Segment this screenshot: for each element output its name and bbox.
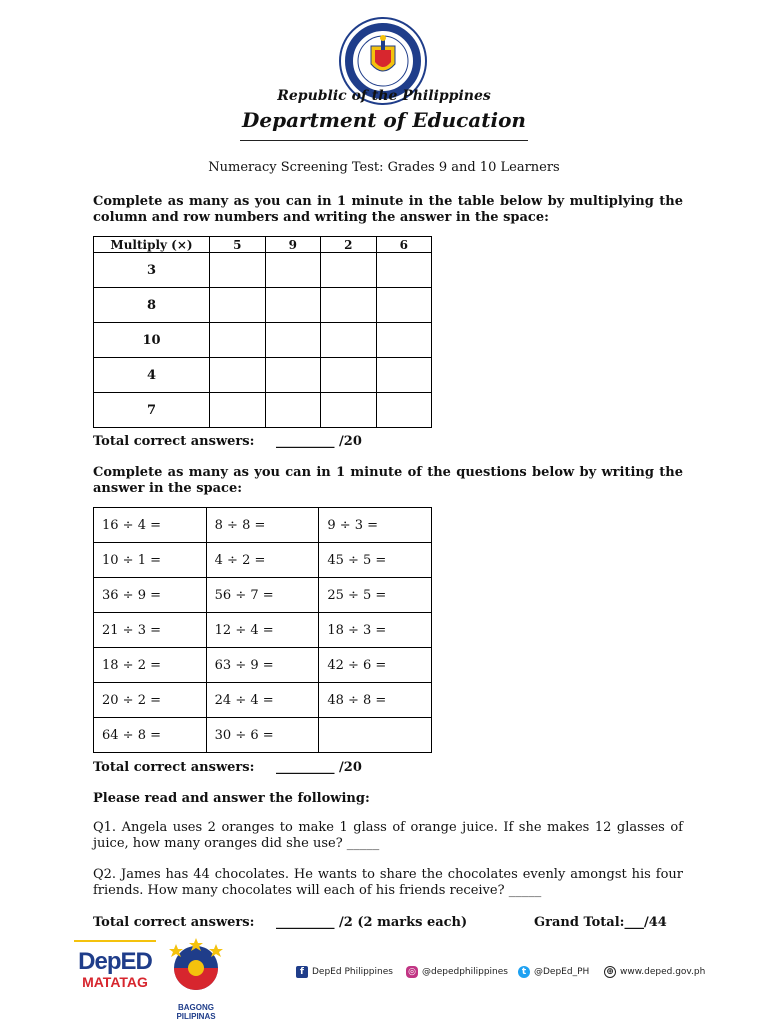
division-cell[interactable]: 45 ÷ 5 = [319,543,432,578]
facebook-label: DepEd Philippines [312,967,393,977]
header-divider [240,140,528,141]
facebook-icon: f [296,966,308,978]
answer-cell[interactable] [376,358,432,393]
row-header: 7 [94,393,210,428]
deped-matatag-logo [74,940,156,1010]
division-cell[interactable]: 36 ÷ 9 = [94,578,207,613]
section3-heading: Please read and answer the following: [93,791,370,806]
answer-cell[interactable] [321,288,377,323]
twitter-label: @DepEd_PH [534,967,590,977]
section1-instruction: Complete as many as you can in 1 minute in the table below by multiplying the column and row numbers and writing the answer in the space: [93,194,683,225]
instagram-link[interactable] [406,966,508,978]
answer-cell[interactable] [265,253,321,288]
answer-cell[interactable] [265,288,321,323]
answer-cell[interactable] [376,253,432,288]
row-header: 10 [94,323,210,358]
section3-total-label: Total correct answers: [93,915,255,930]
answer-cell[interactable] [265,358,321,393]
answer-cell[interactable] [321,393,377,428]
column-header: 5 [210,237,266,253]
department-title: Department of Education [242,108,526,132]
division-cell[interactable]: 56 ÷ 7 = [206,578,319,613]
question-2: Q2. James has 44 chocolates. He wants to share the chocolates evenly amongst his four friends. How many chocolates will each of his friends receive? _____ [93,867,683,898]
division-cell[interactable]: 48 ÷ 8 = [319,683,432,718]
table-row [94,358,432,393]
section2-total-label: Total correct answers: [93,760,255,775]
answer-cell[interactable] [265,393,321,428]
division-cell[interactable] [319,718,432,753]
division-cell[interactable]: 63 ÷ 9 = [206,648,319,683]
table-row [94,288,432,323]
division-cell[interactable]: 9 ÷ 3 = [319,508,432,543]
column-header: 6 [376,237,432,253]
question-1: Q1. Angela uses 2 oranges to make 1 glass of orange juice. If she makes 12 glasses of juice, how many oranges did she use? _____ [93,820,683,851]
division-cell[interactable]: 16 ÷ 4 = [94,508,207,543]
division-cell[interactable]: 64 ÷ 8 = [94,718,207,753]
facebook-link[interactable] [296,966,393,978]
division-cell[interactable]: 10 ÷ 1 = [94,543,207,578]
table-row [94,683,432,718]
answer-cell[interactable] [210,393,266,428]
section1-total-label: Total correct answers: [93,434,255,449]
website-link[interactable] [604,966,705,978]
division-cell[interactable]: 18 ÷ 2 = [94,648,207,683]
division-cell[interactable]: 25 ÷ 5 = [319,578,432,613]
section2-total-blank[interactable]: _________ /20 [276,760,362,775]
division-table [93,507,432,753]
answer-cell[interactable] [376,393,432,428]
table-row [94,323,432,358]
answer-cell[interactable] [210,358,266,393]
division-cell[interactable]: 12 ÷ 4 = [206,613,319,648]
table-row [94,718,432,753]
answer-cell[interactable] [376,323,432,358]
table-row [94,253,432,288]
division-cell[interactable]: 30 ÷ 6 = [206,718,319,753]
table-row [94,393,432,428]
bagong-pilipinas-label: BAGONG PILIPINAS [176,1003,216,1021]
section1-total-blank[interactable]: _________ /20 [276,434,362,449]
answer-cell[interactable] [210,253,266,288]
division-cell[interactable]: 42 ÷ 6 = [319,648,432,683]
table-row [94,648,432,683]
section3-total-blank[interactable]: _________ /2 (2 marks each) [276,915,468,930]
division-cell[interactable]: 24 ÷ 4 = [206,683,319,718]
row-header: 3 [94,253,210,288]
multiplication-table [93,236,432,428]
section2-instruction: Complete as many as you can in 1 minute of the questions below by writing the answer in the space: [93,465,683,496]
division-cell[interactable]: 18 ÷ 3 = [319,613,432,648]
division-cell[interactable]: 4 ÷ 2 = [206,543,319,578]
table-row [94,543,432,578]
twitter-link[interactable] [518,966,589,978]
column-header: 2 [321,237,377,253]
instagram-label: @depedphilippines [422,967,508,977]
row-header: 8 [94,288,210,323]
answer-cell[interactable] [265,323,321,358]
answer-cell[interactable] [210,323,266,358]
table-row [94,613,432,648]
test-title: Numeracy Screening Test: Grades 9 and 10 Learners [208,160,560,175]
instagram-icon: ◎ [406,966,418,978]
table-row [94,578,432,613]
logo-matatag-text: MATATAG [82,974,148,990]
table-row [94,508,432,543]
logo-deped-text: DepED [78,948,152,975]
division-cell[interactable]: 8 ÷ 8 = [206,508,319,543]
globe-icon: ⊕ [604,966,616,978]
answer-cell[interactable] [376,288,432,323]
republic-label: Republic of the Philippines [277,88,491,104]
row-header: 4 [94,358,210,393]
column-header: 9 [265,237,321,253]
bagong-pilipinas-icon [164,938,228,1000]
division-cell[interactable]: 20 ÷ 2 = [94,683,207,718]
grand-total[interactable]: Grand Total:___/44 [534,915,667,930]
answer-cell[interactable] [210,288,266,323]
answer-cell[interactable] [321,358,377,393]
corner-header: Multiply (×) [94,237,210,253]
answer-cell[interactable] [321,253,377,288]
answer-cell[interactable] [321,323,377,358]
twitter-icon: t [518,966,530,978]
website-label: www.deped.gov.ph [620,967,706,977]
division-cell[interactable]: 21 ÷ 3 = [94,613,207,648]
